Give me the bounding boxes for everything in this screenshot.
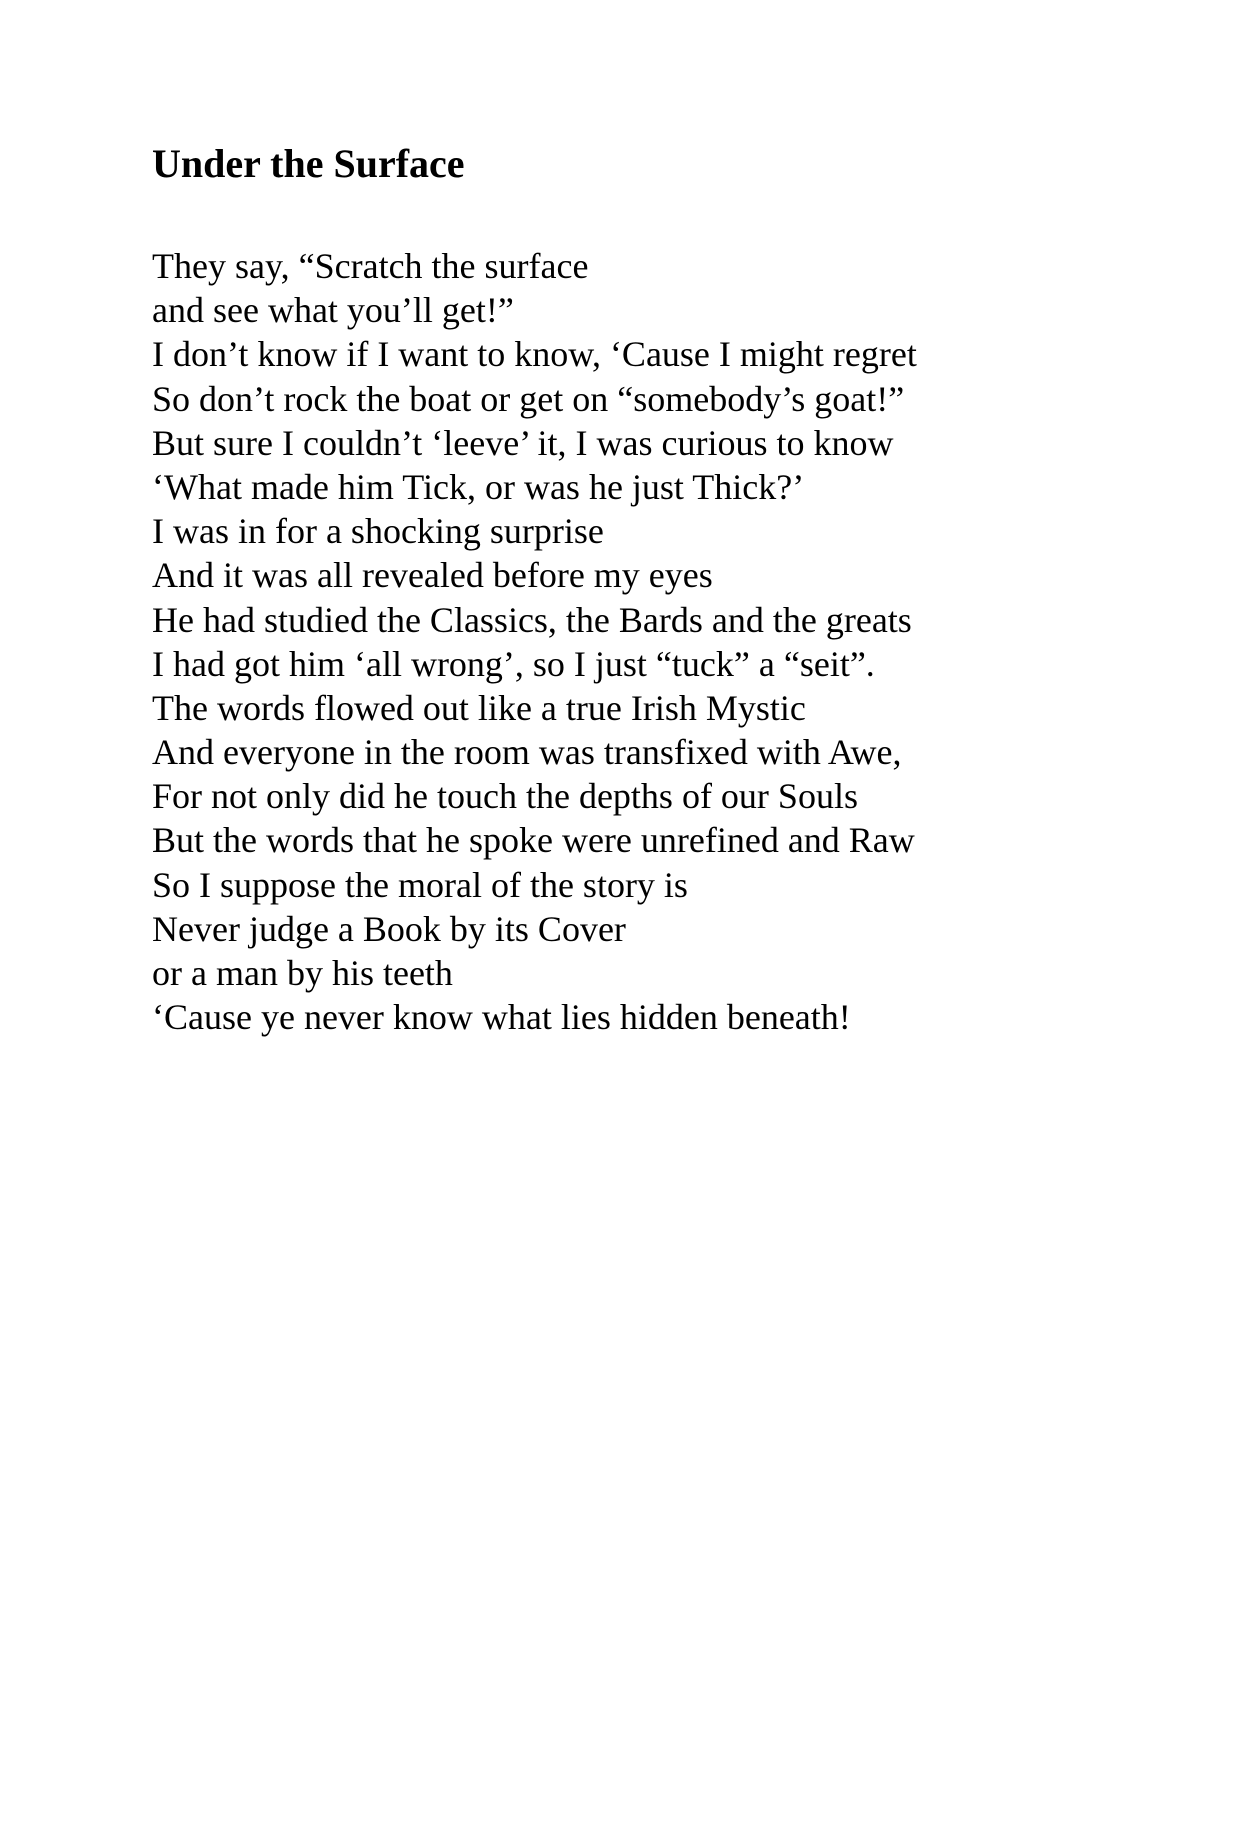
poem-title: Under the Surface [152,141,465,186]
poem-line: or a man by his teeth [152,953,453,993]
poem-line: And it was all revealed before my eyes [152,555,713,596]
poem-line: ‘What made him Tick, or was he just Thick?’ [152,466,805,507]
poem-line: and see what you’ll get!” [152,290,514,331]
poem-line: The words flowed out like a true Irish Mystic [152,687,806,728]
poem-line: So I suppose the moral of the story is [152,864,688,905]
poem-line: They say, “Scratch the surface [152,246,589,286]
poem-line: Never judge a Book by its Cover [152,908,626,949]
poem-line: And everyone in the room was transfixed with Awe, [152,732,902,773]
poem-line: He had studied the Classics, the Bards and the greats [152,599,912,640]
poem-line: I was in for a shocking surprise [152,511,604,552]
poem-line: I had got him ‘all wrong’, so I just “tuck” a “seit”. [152,643,875,684]
poem-line: But sure I couldn’t ‘leeve’ it, I was curious to know [152,422,894,463]
poem-line: So don’t rock the boat or get on “somebody’s goat!” [152,378,905,419]
poem-body [152,244,917,1039]
poem-line: But the words that he spoke were unrefined and Raw [152,820,915,861]
poem-line: For not only did he touch the depths of our Souls [152,776,858,817]
poem-line: I don’t know if I want to know, ‘Cause I might regret [152,334,917,375]
poem-line: ‘Cause ye never know what lies hidden beneath! [152,997,851,1038]
